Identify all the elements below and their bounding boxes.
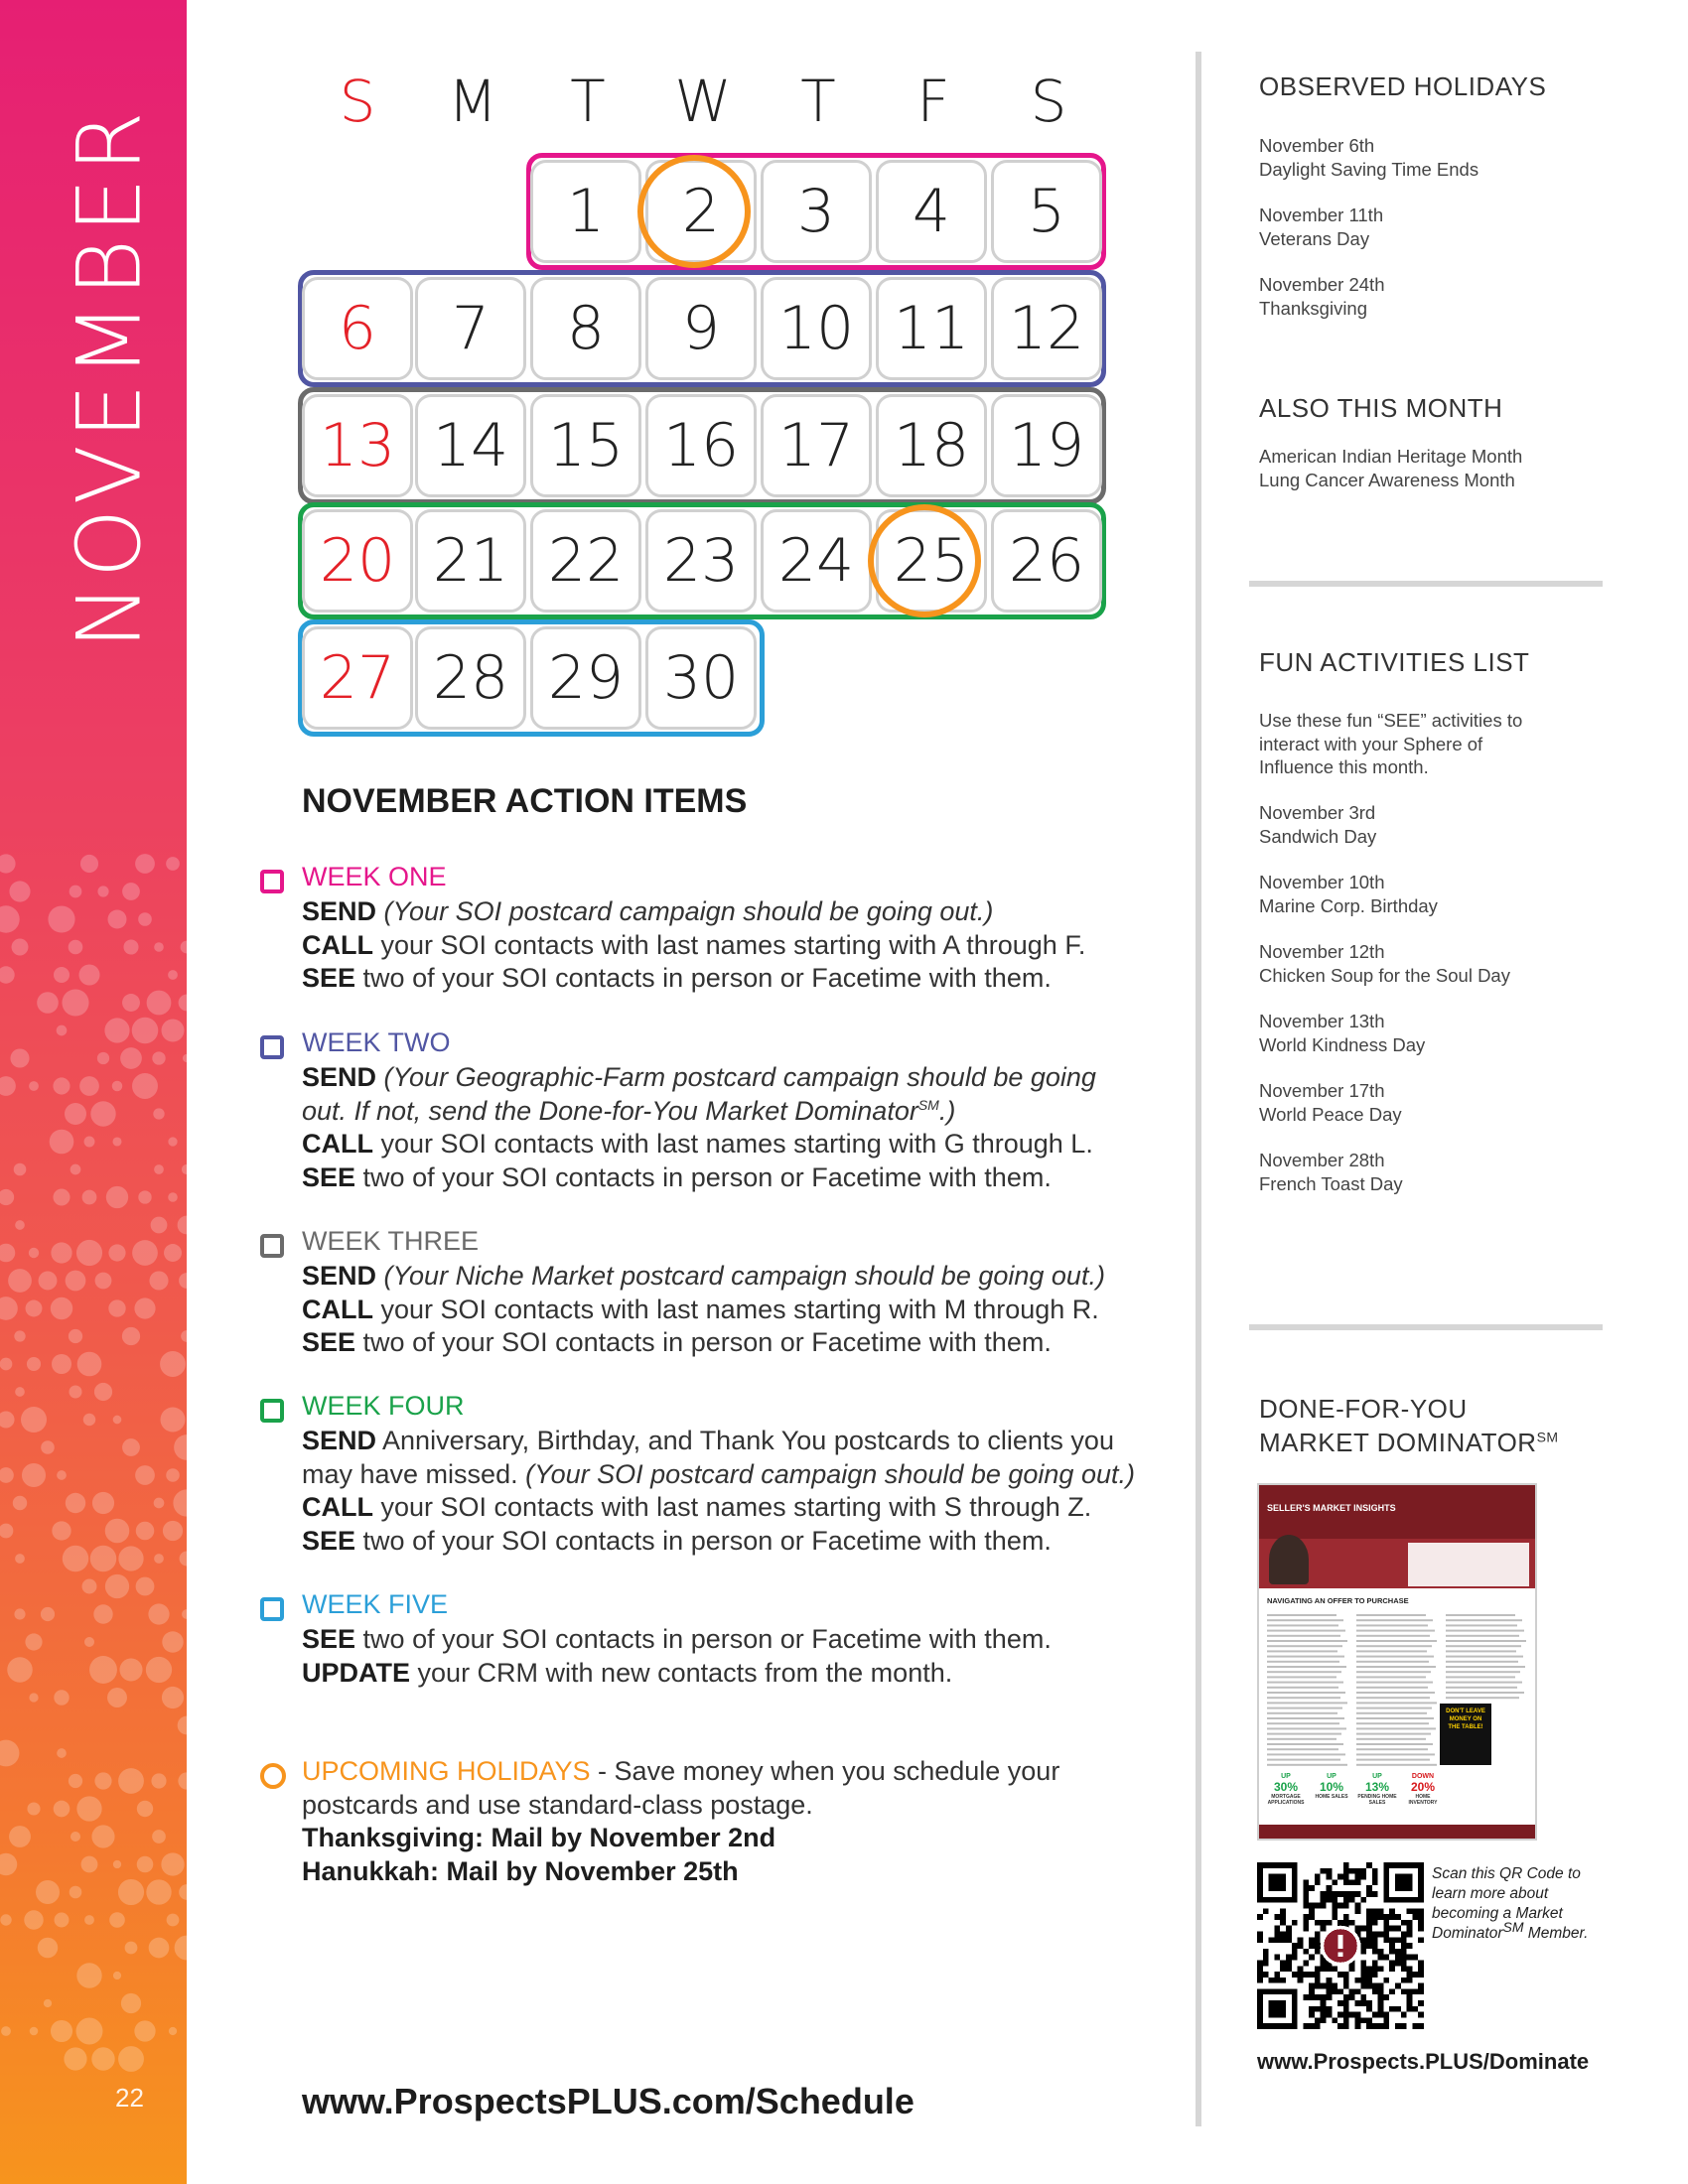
hanukkah-deadline: Hanukkah: Mail by November 25th [302, 1855, 739, 1886]
day-cell[interactable]: 8 [530, 277, 641, 380]
send-line [302, 1260, 1176, 1294]
see-text: two of your SOI contacts in person or Facetime with them. [362, 1161, 1052, 1192]
day-cell[interactable]: 23 [645, 509, 757, 613]
service-mark: SM [917, 1096, 939, 1113]
page-number: 22 [115, 2083, 144, 2113]
fun-activity-6 [1259, 1149, 1597, 1195]
see-line [302, 1326, 1176, 1360]
stat-direction: UP [1281, 1773, 1291, 1780]
call-text: your SOI contacts with last names starting with S through Z. [380, 1492, 1092, 1522]
day-cell[interactable]: 1 [530, 160, 641, 263]
day-cell[interactable]: 6 [302, 277, 413, 380]
day-cell[interactable]: 10 [761, 277, 872, 380]
service-mark: SM [1502, 1918, 1524, 1935]
flyer-stat [1356, 1773, 1398, 1817]
see-label: SEE [302, 1161, 356, 1192]
flyer-callout-text: DON'T LEAVE MONEY ON THE TABLE! [1446, 1708, 1485, 1730]
dow-wednesday: W [674, 68, 732, 135]
qr-code[interactable] [1257, 1862, 1424, 2029]
send-text: (Your SOI postcard campaign should be going out.) [525, 1458, 1135, 1489]
service-mark: SM [1536, 1429, 1559, 1445]
day-cell[interactable]: 3 [761, 160, 872, 263]
call-line [302, 1128, 1126, 1161]
stat-label: MORTGAGE APPLICATIONS [1267, 1794, 1305, 1806]
observed-holiday-1 [1259, 134, 1597, 181]
thanksgiving-deadline: Thanksgiving: Mail by November 2nd [302, 1823, 776, 1852]
call-line [302, 1491, 1146, 1525]
day-cell[interactable]: 25 [876, 509, 987, 613]
see-label: SEE [302, 1525, 356, 1556]
week-three-checkbox[interactable] [260, 1234, 284, 1258]
agent-photo [1269, 1535, 1309, 1584]
flyer-stat [1311, 1773, 1352, 1817]
highlight-ring-day-25 [868, 504, 981, 617]
update-text: your CRM with new contacts from the month. [417, 1657, 953, 1688]
day-cell[interactable]: 30 [645, 626, 757, 730]
dow-tuesday: T [570, 68, 606, 135]
month-vertical-title: NOVEMBER [58, 105, 161, 649]
section-divider [1249, 1324, 1603, 1330]
flyer-header-band [1259, 1485, 1535, 1539]
stat-direction: UP [1327, 1773, 1336, 1780]
holidays-lines [302, 1755, 1126, 1888]
week-two-checkbox[interactable] [260, 1035, 284, 1059]
dow-friday: F [916, 68, 950, 135]
activity-name: World Kindness Day [1259, 1033, 1426, 1055]
day-cell[interactable]: 20 [302, 509, 413, 613]
call-line [302, 929, 1176, 963]
activity-name: Sandwich Day [1259, 825, 1377, 847]
activity-name: French Toast Day [1259, 1172, 1403, 1194]
day-cell[interactable]: 14 [415, 394, 526, 497]
day-cell[interactable]: 24 [761, 509, 872, 613]
stat-value: 20% [1410, 1780, 1436, 1794]
see-line [302, 1161, 1126, 1195]
qr-caption-text: Scan this QR Code to learn more about becoming a Market Dominator [1432, 1865, 1581, 1942]
day-cell[interactable]: 28 [415, 626, 526, 730]
day-cell[interactable]: 19 [991, 394, 1102, 497]
market-dominator-title [1259, 1392, 1559, 1459]
activity-name: World Peace Day [1259, 1103, 1402, 1125]
highlight-ring-day-2 [637, 155, 751, 268]
update-line [302, 1657, 1176, 1691]
also-this-month-title: ALSO THIS MONTH [1259, 393, 1503, 423]
activity-date: November 17th [1259, 1080, 1385, 1101]
holiday-date: November 6th [1259, 135, 1375, 156]
see-text: two of your SOI contacts in person or Facetime with them. [362, 1327, 1052, 1357]
activity-name: Chicken Soup for the Soul Day [1259, 964, 1510, 986]
send-text [302, 1062, 1096, 1126]
fun-activity-2 [1259, 871, 1597, 917]
flyer-headline: NAVIGATING AN OFFER TO PURCHASE [1267, 1596, 1409, 1605]
dfy-line-1: DONE-FOR-YOU [1259, 1394, 1468, 1424]
day-cell[interactable]: 5 [991, 160, 1102, 263]
observance-item: Lung Cancer Awareness Month [1259, 469, 1515, 490]
week-five-lines [302, 1623, 1176, 1690]
week-one-title: WEEK ONE [302, 862, 447, 891]
see-text: two of your SOI contacts in person or Facetime with them. [362, 1525, 1052, 1556]
dow-monday: M [447, 68, 498, 135]
day-cell[interactable]: 7 [415, 277, 526, 380]
see-line [302, 1525, 1146, 1559]
week-three-title: WEEK THREE [302, 1226, 480, 1256]
dfy-line-2 [1259, 1426, 1559, 1459]
observed-holiday-2 [1259, 204, 1597, 250]
holidays-title: UPCOMING HOLIDAYS [302, 1756, 591, 1786]
week-five-title: WEEK FIVE [302, 1589, 449, 1619]
qr-caption-end: Member. [1523, 1925, 1589, 1942]
call-text: your SOI contacts with last names starting with M through R. [380, 1294, 1099, 1324]
send-text: (Your SOI postcard campaign should be going out.) [383, 896, 994, 926]
fun-activity-1 [1259, 801, 1597, 848]
action-items-title: NOVEMBER ACTION ITEMS [302, 782, 748, 820]
send-text-end: .) [938, 1095, 956, 1126]
month-side-band [0, 0, 187, 2184]
week-four-lines [302, 1425, 1146, 1558]
send-line [302, 895, 1176, 929]
day-cell[interactable]: 16 [645, 394, 757, 497]
see-label: SEE [302, 963, 356, 993]
flyer-stat [1402, 1773, 1444, 1817]
call-label: CALL [302, 929, 373, 960]
stat-value: 10% [1319, 1780, 1344, 1794]
week-three-lines [302, 1260, 1176, 1360]
activity-date: November 28th [1259, 1150, 1385, 1170]
day-cell[interactable]: 13 [302, 394, 413, 497]
holidays-line-1 [302, 1822, 1126, 1855]
flyer-stat [1265, 1773, 1307, 1817]
call-text: your SOI contacts with last names starting with G through L. [380, 1129, 1093, 1159]
holiday-name: Daylight Saving Time Ends [1259, 158, 1479, 180]
stat-direction: UP [1372, 1773, 1382, 1780]
see-line [302, 962, 1176, 996]
holidays-circle-icon [260, 1763, 286, 1789]
day-cell[interactable]: 12 [991, 277, 1102, 380]
section-divider [1249, 581, 1603, 587]
fun-activity-5 [1259, 1079, 1597, 1126]
fun-activities-title: FUN ACTIVITIES LIST [1259, 647, 1530, 677]
stat-label: HOME INVENTORY [1408, 1794, 1438, 1806]
call-line [302, 1294, 1176, 1327]
day-cell[interactable]: 9 [645, 277, 757, 380]
dfy-line-2-text: MARKET DOMINATOR [1259, 1428, 1537, 1457]
send-line [302, 1425, 1146, 1491]
week-one-checkbox[interactable] [260, 870, 284, 893]
day-cell[interactable]: 15 [530, 394, 641, 497]
see-text: two of your SOI contacts in person or Facetime with them. [362, 1624, 1052, 1654]
stat-direction: DOWN [1411, 1773, 1435, 1780]
holiday-date: November 11th [1259, 205, 1384, 225]
activity-name: Marine Corp. Birthday [1259, 894, 1438, 916]
send-label: SEND [302, 1426, 377, 1455]
week-four-title: WEEK FOUR [302, 1391, 465, 1421]
dominate-link[interactable]: www.Prospects.PLUS/Dominate [1257, 2049, 1590, 2074]
stat-label: PENDING HOME SALES [1357, 1794, 1397, 1806]
week-two-title: WEEK TWO [302, 1027, 451, 1057]
stat-value: 30% [1273, 1780, 1299, 1794]
dow-saturday: S [1030, 68, 1067, 135]
holiday-name: Veterans Day [1259, 227, 1370, 249]
observance-item: American Indian Heritage Month [1259, 446, 1523, 467]
column-divider [1196, 52, 1201, 2126]
day-cell[interactable]: 26 [991, 509, 1102, 613]
flyer-header-text: SELLER'S MARKET INSIGHTS [1267, 1503, 1396, 1513]
holiday-name: Thanksgiving [1259, 297, 1368, 319]
holidays-intro [302, 1755, 1126, 1822]
day-cell[interactable]: 17 [761, 394, 872, 497]
see-text: two of your SOI contacts in person or Facetime with them. [362, 963, 1052, 993]
activity-date: November 12th [1259, 941, 1385, 962]
call-label: CALL [302, 1129, 373, 1159]
call-label: CALL [302, 1294, 373, 1324]
observed-holiday-3 [1259, 273, 1597, 320]
week-four-checkbox[interactable] [260, 1399, 284, 1423]
dow-thursday: T [800, 68, 836, 135]
day-cell[interactable]: 29 [530, 626, 641, 730]
decorative-dot-pattern [0, 854, 187, 2144]
fun-activity-3 [1259, 940, 1597, 987]
holidays-text: - Save money when you schedule your postcards and use standard-class postage. [302, 1756, 1060, 1820]
activity-date: November 10th [1259, 872, 1385, 892]
see-line [302, 1623, 1176, 1657]
day-cell[interactable]: 4 [876, 160, 987, 263]
holidays-line-2 [302, 1855, 1126, 1889]
day-cell[interactable]: 18 [876, 394, 987, 497]
day-cell[interactable]: 11 [876, 277, 987, 380]
send-label: SEND [302, 1261, 377, 1291]
send-plain-text: Anniversary, Birthday, and Thank You postcards to clients you may have missed. [302, 1426, 1114, 1489]
activity-date: November 13th [1259, 1011, 1385, 1031]
fun-activities-intro: Use these fun “SEE” activities to interact with your Sphere of Influence this month. [1259, 710, 1523, 777]
week-one-lines [302, 895, 1176, 996]
week-five-checkbox[interactable] [260, 1597, 284, 1621]
also-this-month-list [1259, 445, 1597, 491]
day-cell[interactable]: 2 [645, 160, 757, 263]
observed-holidays-title: OBSERVED HOLIDAYS [1259, 71, 1547, 101]
flyer-stats-row [1265, 1773, 1444, 1817]
stat-value: 13% [1364, 1780, 1390, 1794]
day-cell[interactable]: 27 [302, 626, 413, 730]
schedule-link[interactable]: www.ProspectsPLUS.com/Schedule [302, 2081, 914, 2121]
holiday-date: November 24th [1259, 274, 1385, 295]
flyer-sidebar-box [1408, 1543, 1529, 1586]
fun-activity-4 [1259, 1010, 1597, 1056]
see-label: SEE [302, 1624, 356, 1654]
call-text: your SOI contacts with last names starting with A through F. [380, 929, 1086, 960]
market-dominator-flyer-thumbnail[interactable] [1257, 1483, 1537, 1841]
flyer-footer-band [1259, 1825, 1535, 1839]
day-cell[interactable]: 21 [415, 509, 526, 613]
day-cell[interactable]: 22 [530, 509, 641, 613]
activity-date: November 3rd [1259, 802, 1376, 823]
see-label: SEE [302, 1327, 356, 1357]
call-label: CALL [302, 1492, 373, 1522]
send-label: SEND [302, 1062, 377, 1092]
week-two-lines [302, 1061, 1126, 1194]
qr-caption [1432, 1864, 1601, 1944]
stat-label: HOME SALES [1315, 1794, 1348, 1800]
send-label: SEND [302, 896, 377, 926]
send-text: (Your Niche Market postcard campaign should be going out.) [383, 1261, 1105, 1291]
send-text-main: (Your Geographic-Farm postcard campaign should be going out. If not, send the Done-for-You Market Dominator [302, 1062, 1096, 1126]
dow-sunday: S [339, 68, 376, 135]
update-label: UPDATE [302, 1657, 411, 1688]
send-line [302, 1061, 1126, 1128]
